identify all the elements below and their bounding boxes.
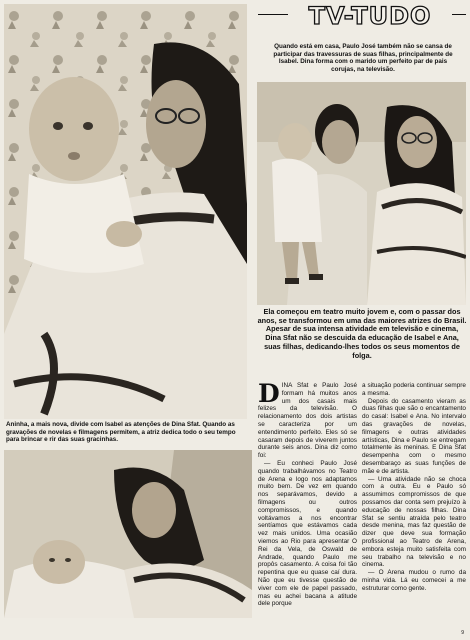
photo-baby-lying-with-mother bbox=[4, 450, 252, 618]
article-paragraph: Depois do casamento vieram as duas filhas que são o encantamento do casal: Isabel e Ana. No intervalo das gravações de novelas, filmagens e outras atividades artísticas, Dina e Paulo se entregam totalmente às meninas. E Dina Sfat desempenha com o mesmo desembaraço as suas funções de mãe e de artista. bbox=[362, 397, 466, 475]
article-dropcap: D bbox=[258, 379, 280, 408]
photo-mother-holding-baby bbox=[4, 4, 247, 419]
page-number: 9 bbox=[461, 630, 464, 636]
article-column-2 bbox=[362, 382, 466, 593]
photo-family bbox=[257, 82, 466, 305]
article-paragraph: — O Arena mudou o rumo da minha vida. Lá eu comecei a me estruturar como gente. bbox=[362, 569, 466, 592]
article-column-1 bbox=[258, 379, 357, 608]
article-paragraph: INA Sfat e Paulo José formam há muitos anos um dos casais mais felizes da televisão. O relacionamento dos dois artistas se caracteriza por um entendimento perfeito. Eles só se casaram depois de viverem juntos durante seis anos. Dina diz como foi: bbox=[258, 382, 357, 460]
masthead-title: TV-TUDO bbox=[308, 2, 432, 30]
article-intro: Ela começou em teatro muito jovem e, com o passar dos anos, se transformou em uma das maiores atrizes do Brasil. Apesar de sua intensa atividade em televisão e cinema, Dina Sfat não se descuida da educação de Isabel e Ana, suas filhas, dedicando-lhes todos os seus momentos de folga. bbox=[257, 307, 467, 360]
top-right-caption: Quando está em casa, Paulo José também não se cansa de participar das travessuras de suas filhas, principalmente de Isabel. Dina forma com o marido um perfeito par de pais corujas, na televisão. bbox=[273, 43, 453, 73]
article-paragraph: — Eu conheci Paulo José quando trabalhávamos no Teatro de Arena e logo nos adaptamos muito bem. De vez em quando nos separávamos, devido a filmagens ou outros compromissos, e quando voltávamos a nos encontrar sentíamos que estávamos cada vez mais unidos. Uma ocasião viemos ao Rio para apresentar O Rei da Vela, de Oswald de Andrade, quando Paulo me propôs casamento. A coisa foi tão repentina que eu quase caí dura. Não que eu tivesse questão de viver com ele de papel passado, mas eu achei bacana a atitude dele porque bbox=[258, 459, 357, 608]
masthead-rule-left bbox=[258, 14, 288, 15]
left-photo-caption: Aninha, a mais nova, divide com Isabel as atenções de Dina Sfat. Quando as gravações de novelas e filmagens permitem, a atriz dedica todo o seu tempo para brincar e rir das suas gracinhas. bbox=[6, 421, 236, 444]
article-paragraph: a situação poderia continuar sempre a mesma. bbox=[362, 382, 466, 397]
article-paragraph: — Uma atividade não se choca com a outra. Eu e Paulo só assumimos compromissos de que possamos dar conta sem prejuízo à educação de nossas filhas. Dina Sfat se sentiu atraída pelo teatro desde menina, mas faz questão de dizer que deve sua formação profissional ao Teatro de Arena, embora esteja muito satisfeita com seu trabalho na televisão e no cinema. bbox=[362, 475, 466, 569]
masthead-rule-right bbox=[452, 14, 466, 15]
